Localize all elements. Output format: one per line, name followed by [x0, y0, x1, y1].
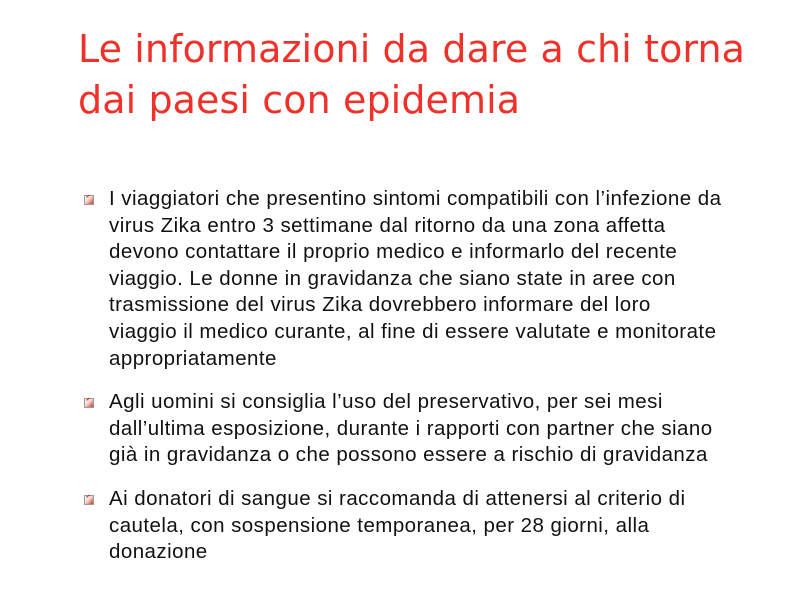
bullet-list: [82, 186, 722, 583]
bullet-item: [82, 186, 722, 372]
bullet-arrow-icon: [84, 398, 94, 408]
bullet-text: I viaggiatori che presentino sintomi compatibili con l’infezione da virus Zika entro 3 settimane dal ritorno da una zona affetta devono contattare il proprio medico e informarlo del recente viaggio. Le donne in gravidanza che siano state in aree con trasmissione del virus Zika dovrebbero informare del loro viaggio il medico curante, al fine di essere valutate e monitorate appropriatamente: [109, 187, 722, 370]
bullet-text: Ai donatori di sangue si raccomanda di attenersi al criterio di cautela, con sospensione temporanea, per 28 giorni, alla donazione: [109, 486, 686, 564]
bullet-text: Agli uomini si consiglia l’uso del preservativo, per sei mesi dall’ultima esposizione, durante i rapporti con partner che siano già in gravidanza o che possono essere a rischio di gravidanza: [109, 390, 713, 467]
bullet-arrow-icon: [84, 495, 94, 505]
bullet-arrow-icon: [84, 195, 94, 205]
bullet-item: [82, 486, 722, 566]
slide-title: Le informazioni da dare a chi torna dai paesi con epidemia: [78, 27, 746, 122]
bullet-item: [82, 389, 722, 469]
